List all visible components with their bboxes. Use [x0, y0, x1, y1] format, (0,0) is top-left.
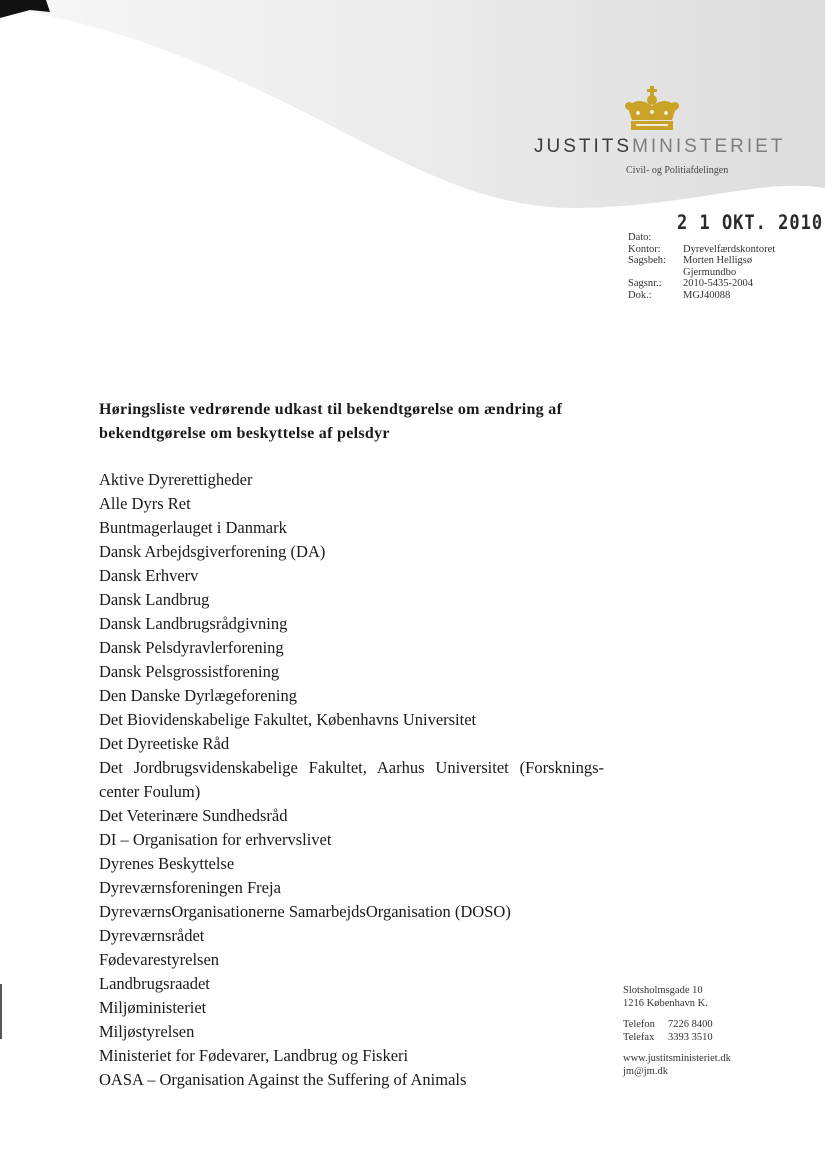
- meta-value: MGJ40088: [683, 289, 731, 301]
- phone-row: [623, 1019, 731, 1032]
- case-metadata: [628, 232, 793, 301]
- ministry-address: [623, 985, 731, 1087]
- phone-number: 7226 8400: [668, 1019, 713, 1030]
- list-item: Landbrugsraadet: [99, 974, 210, 993]
- list-item: DyreværnsOrganisationerne SamarbejdsOrganisation (DOSO): [99, 902, 511, 921]
- list-item: Dyrenes Beskyttelse: [99, 854, 235, 873]
- list-item: Ministeriet for Fødevarer, Landbrug og Fiskeri: [99, 1046, 409, 1065]
- list-item: DI – Organisation for erhvervslivet: [99, 830, 332, 849]
- website: www.justitsministeriet.dk: [623, 1053, 731, 1064]
- fax-number: 3393 3510: [668, 1031, 713, 1043]
- list-item: Dansk Arbejdsgiverforening (DA): [99, 542, 326, 561]
- meta-value: 2010-5435-2004: [683, 278, 753, 289]
- list-item: Dansk Landbrugsrådgivning: [99, 614, 288, 633]
- meta-label: Dato:: [628, 232, 652, 243]
- street: Slotsholmsgade 10: [623, 985, 703, 996]
- header-wave-graphic: [0, 0, 825, 230]
- list-item: Buntmagerlauget i Danmark: [99, 518, 287, 537]
- received-date-stamp: 2 1 OKT. 2010: [677, 211, 824, 235]
- phone-label: Telefon: [623, 1019, 655, 1030]
- ministry-name-part2: MINISTERIET: [632, 136, 786, 157]
- list-item: Fødevarestyrelsen: [99, 950, 220, 969]
- meta-date-row: [628, 232, 793, 244]
- scan-edge-mark: [0, 0, 50, 20]
- list-item: Det Jordbrugsvidenskabelige Fakultet, Aarhus Universitet (Forsknings-center Foulum): [99, 758, 604, 801]
- meta-row: [628, 278, 793, 290]
- ministry-name: [534, 136, 786, 158]
- list-item: Dansk Landbrug: [99, 590, 210, 609]
- list-item: Dansk Pelsgrossistforening: [99, 662, 280, 681]
- email: jm@jm.dk: [623, 1065, 668, 1077]
- meta-label: Kontor:: [628, 243, 661, 255]
- city: 1216 København K.: [623, 997, 708, 1009]
- crown-logo-icon: [624, 86, 680, 132]
- list-item: Dansk Erhverv: [99, 566, 199, 585]
- ministry-name-part1: JUSTITS: [534, 136, 633, 157]
- list-item: Dyreværnsforeningen Freja: [99, 878, 281, 897]
- document-title: Høringsliste vedrørende udkast til bekendtgørelse om ændring af bekendtgørelse om beskyttelse af pelsdyr: [99, 401, 563, 442]
- fax-label: Telefax: [623, 1031, 655, 1043]
- list-item: Det Veterinære Sundhedsråd: [99, 806, 288, 825]
- list-item: Miljøministeriet: [99, 998, 207, 1017]
- meta-row: [628, 255, 793, 278]
- postal-address: [623, 985, 731, 1010]
- list-item: Den Danske Dyrlægeforening: [99, 686, 297, 705]
- phone-numbers: [623, 1019, 731, 1044]
- meta-row: [628, 244, 793, 256]
- meta-label: Sagsnr.:: [628, 278, 662, 289]
- list-item: Miljøstyrelsen: [99, 1022, 195, 1041]
- meta-label: Sagsbeh:: [628, 255, 666, 266]
- list-item: Dyreværnsrådet: [99, 926, 205, 945]
- list-item: Alle Dyrs Ret: [99, 494, 191, 513]
- list-item: Det Biovidenskabelige Fakultet, Københavns Universitet: [99, 710, 477, 729]
- fax-row: [623, 1032, 731, 1045]
- meta-value: Dyrevelfærdskontoret: [683, 243, 776, 255]
- list-item: Det Dyreetiske Råd: [99, 734, 230, 753]
- scan-edge-line: [0, 984, 2, 1039]
- list-item: OASA – Organisation Against the Suffering of Animals: [99, 1070, 467, 1089]
- meta-label: Dok.:: [628, 289, 652, 301]
- meta-row: [628, 290, 793, 302]
- web-contact: [623, 1053, 731, 1078]
- recipient-list: [99, 468, 604, 1092]
- list-item: Dansk Pelsdyravlerforening: [99, 638, 284, 657]
- list-item: Aktive Dyrerettigheder: [99, 470, 253, 489]
- department-name: Civil- og Politiafdelingen: [626, 165, 729, 176]
- meta-value: Morten Helligsø Gjermundbo: [683, 255, 753, 278]
